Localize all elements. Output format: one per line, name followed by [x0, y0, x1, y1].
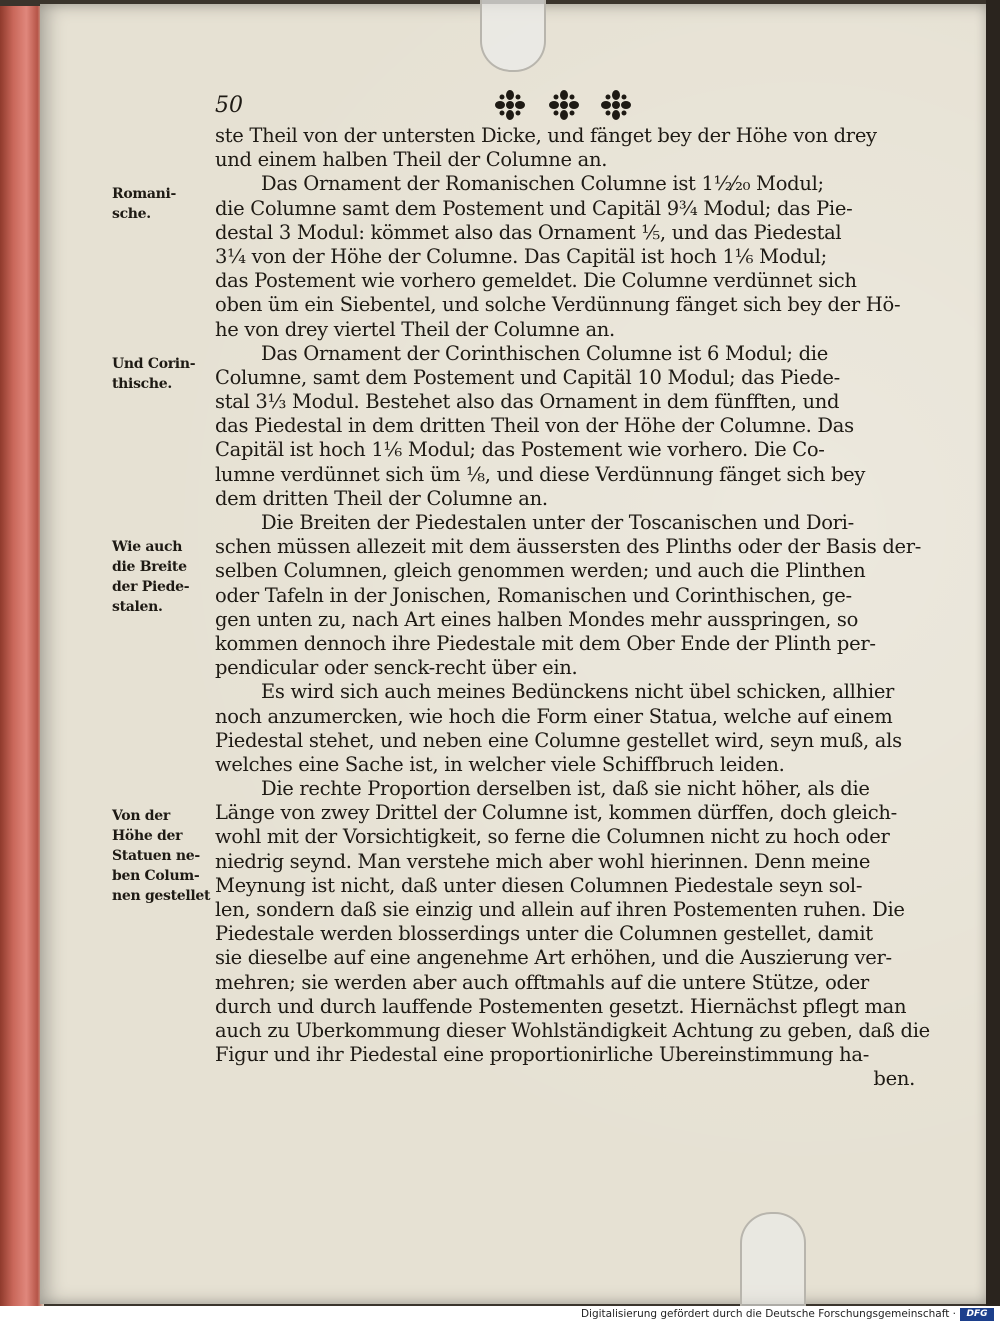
marginal-line: Höhe der — [112, 828, 183, 844]
marginal-line: thische. — [112, 376, 172, 392]
text-line: Das Ornament der Romanischen Columne ist 1½⁄₂₀ Modul; — [261, 172, 824, 196]
marginal-note-romanische — [112, 184, 212, 224]
text-line: wohl mit der Vorsichtigkeit, so ferne die Columnen nicht zu hoch oder — [215, 825, 890, 849]
text-line: durch und durch lauffende Postementen gesetzt. Hiernächst pflegt man — [215, 994, 907, 1018]
footer-bar — [0, 1306, 1000, 1324]
text-line: 3¼ von der Höhe der Columne. Das Capitäl ist hoch 1⅙ Modul; — [215, 244, 827, 268]
header-ornaments — [494, 90, 634, 120]
page-clip-top — [480, 0, 546, 72]
text-line: die Columne samt dem Postement und Capitäl 9¾ Modul; das Pie- — [215, 196, 853, 220]
text-line: lumne verdünnet sich üm ⅛, und diese Verdünnung fänget sich bey — [215, 462, 866, 486]
text-line: ben. — [873, 1067, 915, 1091]
marginal-line: Und Corin- — [112, 356, 196, 372]
text-line: stal 3⅓ Modul. Bestehet also das Ornament in dem fünfften, und — [215, 390, 840, 414]
text-line: oben üm ein Siebentel, und solche Verdünnung fänget sich bey der Hö- — [215, 293, 901, 317]
text-line: Piedestal stehet, und neben eine Columne gestellet wird, seyn muß, als — [215, 728, 902, 752]
book-page-edges — [0, 6, 44, 1306]
body-text — [215, 124, 930, 1092]
marginal-note-breite — [112, 537, 212, 617]
text-line: Piedestale werden blosserdings unter die Columnen gestellet, damit — [215, 922, 873, 946]
text-line: len, sondern daß sie einzig und allein auf ihren Postementen ruhen. Die — [215, 898, 905, 921]
marginal-line: die Breite — [112, 559, 187, 575]
text-line: dem dritten Theil der Columne an. — [215, 486, 548, 510]
marginal-line: stalen. — [112, 599, 163, 615]
text-line: Die Breiten der Piedestalen unter der Toscanischen und Dori- — [261, 511, 854, 534]
marginal-line: Statuen ne- — [112, 848, 200, 864]
text-line: kommen dennoch ihre Piedestale mit dem Ober Ende der Plinth per- — [215, 631, 876, 655]
text-line: pendicular oder senck-recht über ein. — [215, 656, 578, 680]
text-line: Das Ornament der Corinthischen Columne ist 6 Modul; die — [261, 341, 828, 365]
text-line: und einem halben Theil der Columne an. — [215, 148, 608, 172]
marginal-line: Wie auch — [112, 539, 183, 555]
text-line: Die rechte Proportion derselben ist, daß sie nicht höher, als die — [261, 777, 870, 801]
marginal-line: ben Colum- — [112, 868, 200, 884]
page-clip-bottom — [740, 1212, 806, 1310]
text-line: niedrig seynd. Man verstehe mich aber wohl hierinnen. Denn meine — [215, 849, 871, 873]
text-line: he von drey viertel Theil der Columne an. — [215, 317, 615, 341]
marginal-line: sche. — [112, 206, 151, 222]
flower-ornament-icon — [600, 90, 632, 120]
text-line: Capitäl ist hoch 1⅙ Modul; das Postement wie vorhero. Die Co- — [215, 438, 825, 462]
text-line: auch zu Uberkommung dieser Wohlständigkeit Achtung zu geben, daß die — [215, 1018, 930, 1042]
marginal-line: Romani- — [112, 186, 177, 202]
text-line: noch anzumercken, wie hoch die Form einer Statua, welche auf einem — [215, 704, 893, 728]
text-line: Es wird sich auch meines Bedünckens nicht übel schicken, allhier — [261, 680, 895, 704]
text-line: mehren; sie werden aber auch offtmahls auf die untere Stütze, oder — [215, 970, 869, 994]
text-line: oder Tafeln in der Jonischen, Romanischen und Corinthischen, ge- — [215, 583, 852, 607]
marginal-note-hoehe — [112, 806, 212, 906]
text-line: Columne, samt dem Postement und Capitäl 10 Modul; das Piede- — [215, 365, 840, 389]
marginal-line: nen gestellet — [112, 888, 211, 904]
flower-ornament-icon — [494, 90, 526, 120]
book-gutter — [986, 0, 1000, 1306]
text-line: ste Theil von der untersten Dicke, und fänget bey der Höhe von drey — [215, 124, 877, 147]
marginal-note-corinthische — [112, 354, 212, 394]
text-line: gen unten zu, nach Art eines halben Mondes mehr ausspringen, so — [215, 607, 859, 631]
flower-ornament-icon — [548, 90, 580, 120]
dfg-logo[interactable]: DFG — [960, 1308, 994, 1321]
text-line: das Piedestal in dem dritten Theil von der Höhe der Columne. Das — [215, 414, 854, 438]
footer-credit: Digitalisierung gefördert durch die Deutsche Forschungsgemeinschaft · — [580, 1308, 956, 1320]
text-line: destal 3 Modul: kömmet also das Ornament ⅕, und das Piedestal — [215, 220, 842, 244]
text-line: schen müssen allezeit mit dem äussersten des Plinths oder der Basis der- — [215, 535, 922, 559]
text-line: selben Columnen, gleich genommen werden; und auch die Plinthen — [215, 559, 866, 583]
text-line: Länge von zwey Drittel der Columne ist, kommen dürffen, doch gleich- — [215, 801, 897, 825]
marginal-line: Von der — [112, 808, 170, 824]
marginal-line: der Piede- — [112, 579, 190, 595]
text-line: Meynung ist nicht, daß unter diesen Columnen Piedestale seyn sol- — [215, 873, 863, 897]
text-line: sie dieselbe auf eine angenehme Art erhöhen, und die Auszierung ver- — [215, 946, 892, 970]
text-line: Figur und ihr Piedestal eine proportionirliche Ubereinstimmung ha- — [215, 1043, 869, 1067]
text-line: das Postement wie vorhero gemeldet. Die Columne verdünnet sich — [215, 269, 857, 293]
text-line: welches eine Sache ist, in welcher viele Schiffbruch leiden. — [215, 752, 785, 776]
page-number: 50 — [215, 93, 243, 118]
